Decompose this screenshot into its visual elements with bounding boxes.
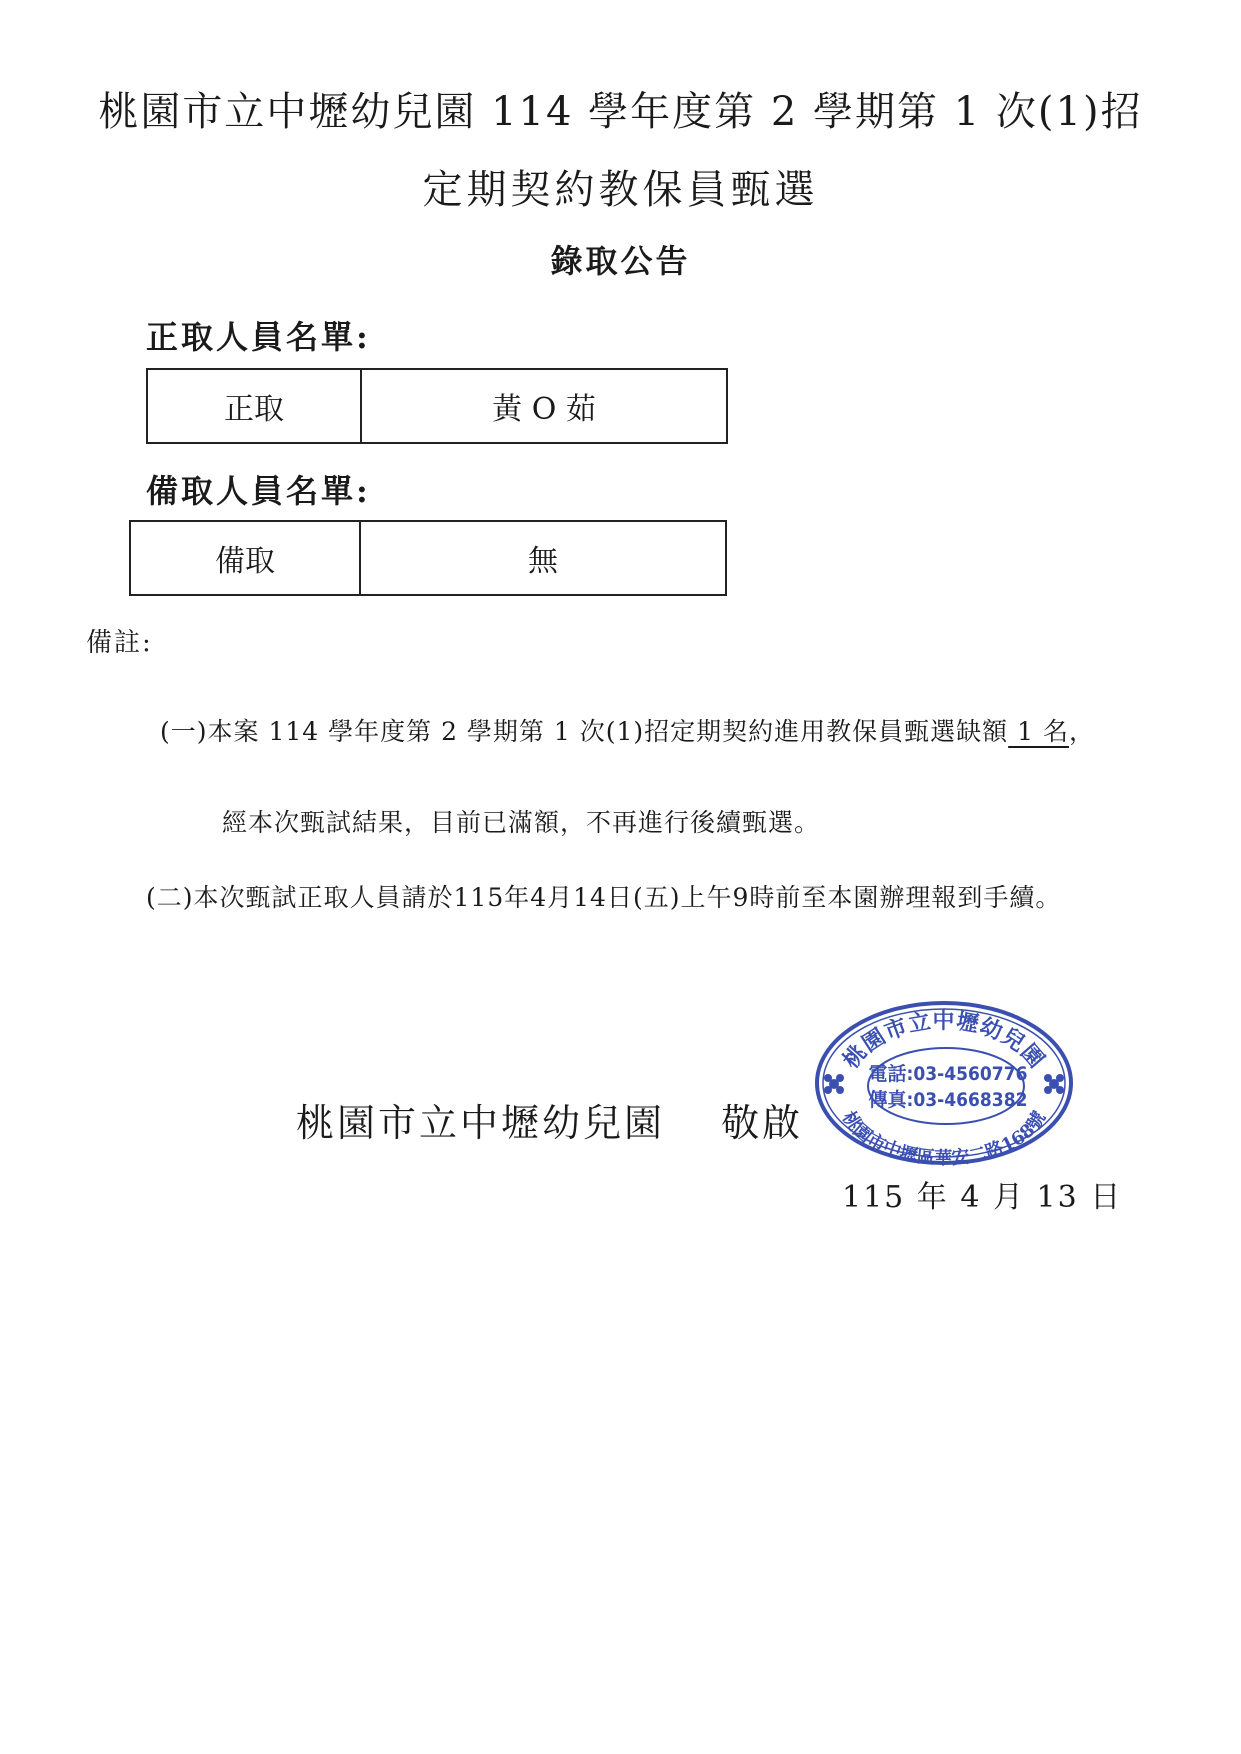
note-item-1 — [160, 712, 1095, 748]
seal-fax: 傳真:03-4668382 — [868, 1089, 1028, 1111]
official-seal — [812, 998, 1076, 1168]
notice-title-line2: 定期契約教保員甄選 — [422, 167, 819, 213]
table-row — [130, 521, 726, 595]
quota-count: 1 名 — [1008, 717, 1069, 746]
waitlist-value-cell: 無 — [360, 521, 726, 595]
waitlist-label-cell: 備取 — [130, 521, 360, 595]
admitted-label-cell: 正取 — [147, 369, 361, 443]
plum-blossom-icon — [824, 1074, 844, 1094]
svg-text:桃園市中壢區華安二路168號 — [838, 1107, 1050, 1168]
notice-date: 115 年 4 月 13 日 — [842, 1180, 1123, 1215]
seal-center-ring — [868, 1048, 1024, 1124]
note-item-1-comma: ， — [1068, 717, 1095, 746]
notice-title-admission: 錄取公告 — [550, 242, 691, 280]
note-item-1-continued: 經本次甄試結果，目前已滿額，不再進行後續甄選。 — [222, 808, 821, 837]
seal-top-text: 桃園市立中壢幼兒園 — [838, 1008, 1050, 1074]
table-row — [147, 369, 727, 443]
admitted-heading: 正取人員名單: — [146, 318, 371, 356]
seal-bottom-text: 桃園市中壢區華安二路168號 — [837, 1107, 1051, 1168]
admitted-name-cell: 黃 O 茹 — [361, 369, 727, 443]
waitlist-table — [129, 520, 727, 596]
note-item-1-text: (一)本案 114 學年度第 2 學期第 1 次(1)招定期契約進用教保員甄選缺額 — [160, 717, 1009, 746]
signature: 桃園市立中壢幼兒園 敬啟 — [296, 1101, 804, 1145]
note-item-2: (二)本次甄試正取人員請於115年4月14日(五)上午9時前至本園辦理報到手續。 — [146, 883, 1062, 912]
notice-title-line1: 桃園市立中壢幼兒園 114 學年度第 2 學期第 1 次(1)招 — [98, 89, 1143, 135]
admitted-table — [146, 368, 728, 444]
plum-blossom-icon — [1044, 1074, 1064, 1094]
waitlist-heading: 備取人員名單: — [146, 472, 371, 510]
seal-phone: 電話:03-4560776 — [868, 1063, 1028, 1085]
notes-label: 備註: — [86, 628, 153, 658]
